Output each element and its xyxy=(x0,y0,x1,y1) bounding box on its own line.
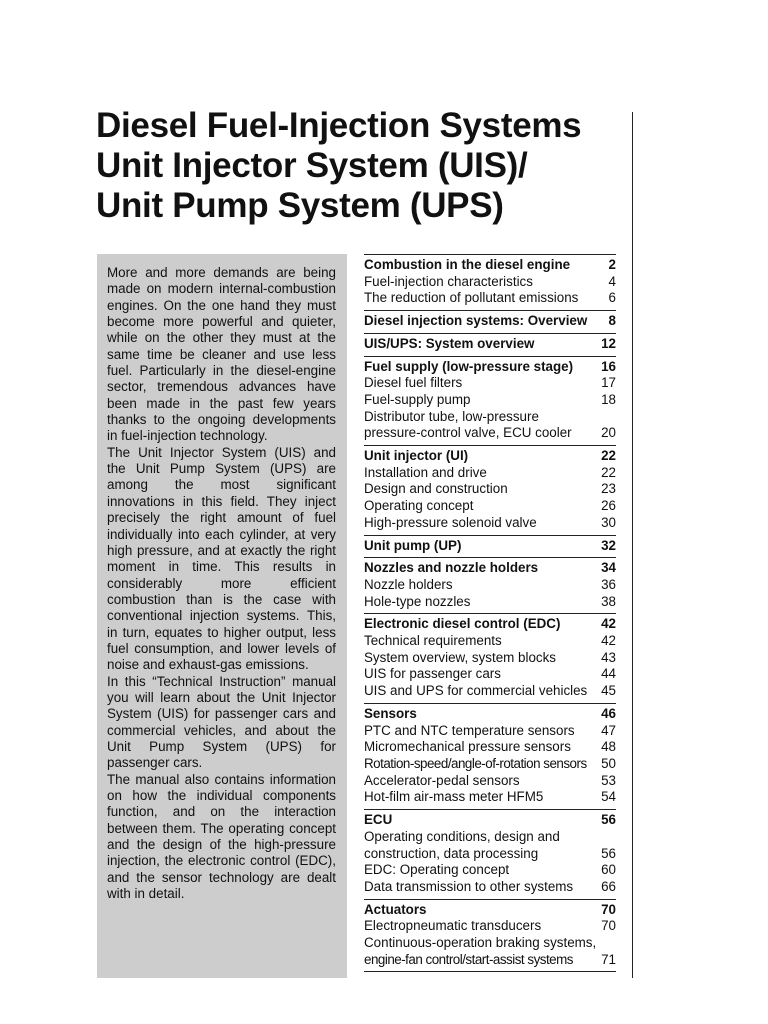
introduction-text xyxy=(107,265,336,902)
toc-page-number: 6 xyxy=(608,290,616,306)
toc-section-heading[interactable] xyxy=(364,257,616,274)
toc-entry[interactable] xyxy=(364,577,616,594)
toc-entry-label: Data transmission to other systems xyxy=(364,878,574,894)
toc-entry-label: EDC: Operating concept xyxy=(364,862,510,878)
toc-entry[interactable] xyxy=(364,481,616,498)
toc-page-number: 48 xyxy=(601,739,616,755)
toc-page-number: 44 xyxy=(601,666,616,682)
toc-section-heading[interactable] xyxy=(364,560,616,577)
toc-section xyxy=(364,703,616,809)
toc-entry[interactable] xyxy=(364,952,616,969)
toc-entry[interactable] xyxy=(364,392,616,409)
toc-section xyxy=(364,899,616,973)
toc-page-number: 45 xyxy=(601,683,616,699)
toc-page-number: 54 xyxy=(601,789,616,805)
toc-entry[interactable] xyxy=(364,723,616,740)
toc-section xyxy=(364,356,616,446)
toc-entry-label: Electronic diesel control (EDC) xyxy=(364,616,561,632)
toc-entry[interactable] xyxy=(364,498,616,515)
toc-page-number: 36 xyxy=(601,576,616,592)
toc-page-number: 20 xyxy=(601,425,616,441)
toc-page-number: 47 xyxy=(601,722,616,738)
toc-entry-label: System overview, system blocks xyxy=(364,649,556,665)
toc-entry-label: High-pressure solenoid valve xyxy=(364,514,537,530)
toc-entry-label: Unit injector (UI) xyxy=(364,448,469,464)
toc-entry-label: Electropneumatic transducers xyxy=(364,918,542,934)
toc-section-heading[interactable] xyxy=(364,448,616,465)
toc-page-number: 42 xyxy=(601,633,616,649)
toc-entry-label: Operating concept xyxy=(364,498,474,514)
toc-page-number: 23 xyxy=(601,481,616,497)
toc-page-number: 22 xyxy=(601,448,616,464)
toc-page-number: 66 xyxy=(601,878,616,894)
title-line: Unit Pump System (UPS) xyxy=(96,186,504,225)
toc-entry[interactable] xyxy=(364,633,616,650)
toc-entry-label: UIS/UPS: System overview xyxy=(364,335,535,351)
toc-entry-label: Continuous-operation braking systems, xyxy=(364,935,597,951)
toc-entry-label: Diesel fuel filters xyxy=(364,375,463,391)
toc-page-number: 30 xyxy=(601,514,616,530)
toc-entry-label: Technical requirements xyxy=(364,633,502,649)
toc-entry-label: Hole-type nozzles xyxy=(364,593,471,609)
toc-entry[interactable] xyxy=(364,862,616,879)
toc-entry[interactable] xyxy=(364,846,616,863)
toc-page-number: 22 xyxy=(601,464,616,480)
toc-entry[interactable] xyxy=(364,918,616,935)
toc-section xyxy=(364,254,616,310)
toc-entry[interactable] xyxy=(364,274,616,291)
toc-entry-label: Design and construction xyxy=(364,481,508,497)
toc-page-number: 26 xyxy=(601,498,616,514)
intro-paragraph: The manual also contains information on how the individual components function, and on the interaction between them. The operating concept and the design of the high-pressure injection, the electronic control (EDC), and the sensor technology are dealt with in detail. xyxy=(107,771,336,902)
toc-section xyxy=(364,333,616,356)
title-line: Diesel Fuel-Injection Systems xyxy=(96,106,582,145)
toc-entry-label: ECU xyxy=(364,812,393,828)
toc-entry-label: Diesel injection systems: Overview xyxy=(364,313,588,329)
toc-entry[interactable] xyxy=(364,594,616,611)
toc-section xyxy=(364,445,616,535)
toc-entry-label: Rotation-speed/angle-of-rotation sensors xyxy=(364,755,587,771)
toc-entry-label: construction, data processing xyxy=(364,845,539,861)
toc-section xyxy=(364,557,616,613)
toc-page-number: 43 xyxy=(601,649,616,665)
toc-entry-label: pressure-control valve, ECU cooler xyxy=(364,425,572,441)
toc-entry[interactable] xyxy=(364,789,616,806)
toc-entry-label: UIS and UPS for commercial vehicles xyxy=(364,683,588,699)
toc-entry-label: engine-fan control/start-assist systems xyxy=(364,951,573,967)
toc-page-number: 50 xyxy=(601,755,616,771)
toc-section-heading[interactable] xyxy=(364,902,616,919)
intro-paragraph: More and more demands are being made on modern internal-combustion engines. On the one hand they must become more powerful and quieter, while on the other they must at the same time be cleaner and use less fuel. Particularly in the diesel-engine sector, tremendous advances have been made in the past few years thanks to the ongoing developments in fuel-injection technology. xyxy=(107,265,336,444)
toc-entry[interactable] xyxy=(364,773,616,790)
toc-page-number: 4 xyxy=(608,273,616,289)
toc-entry[interactable] xyxy=(364,829,616,846)
toc-section-heading[interactable] xyxy=(364,706,616,723)
toc-entry[interactable] xyxy=(364,425,616,442)
toc-page-number: 56 xyxy=(601,812,616,828)
toc-entry-label: Actuators xyxy=(364,901,427,917)
toc-entry-label: Distributor tube, low-pressure xyxy=(364,408,539,424)
toc-entry-label: Installation and drive xyxy=(364,464,487,480)
toc-section-heading[interactable] xyxy=(364,538,616,555)
toc-section xyxy=(364,613,616,703)
toc-page-number: 71 xyxy=(601,951,616,967)
toc-entry-label: Unit pump (UP) xyxy=(364,537,462,553)
toc-section xyxy=(364,310,616,333)
toc-entry-label: Sensors xyxy=(364,705,417,721)
toc-page-number: 42 xyxy=(601,616,616,632)
toc-entry-label: Fuel supply (low-pressure stage) xyxy=(364,358,574,374)
toc-entry-label: Fuel-injection characteristics xyxy=(364,273,533,289)
toc-entry[interactable] xyxy=(364,666,616,683)
toc-section-heading[interactable] xyxy=(364,313,616,330)
toc-entry-label: UIS for passenger cars xyxy=(364,666,501,682)
toc-entry[interactable] xyxy=(364,935,616,952)
toc-entry[interactable] xyxy=(364,375,616,392)
page-title xyxy=(96,106,626,226)
toc-entry[interactable] xyxy=(364,650,616,667)
toc-page-number: 53 xyxy=(601,772,616,788)
toc-section-heading[interactable] xyxy=(364,616,616,633)
toc-entry[interactable] xyxy=(364,409,616,426)
toc-entry-label: Nozzles and nozzle holders xyxy=(364,560,539,576)
intro-paragraph: The Unit Injector System (UIS) and the Unit Pump System (UPS) are among the most significant innovations in this field. They inject precisely the right amount of fuel individually into each cylinder, at very high pressure, and at exactly the right moment in time. This results in considerably more efficient combustion than is the case with conventional injection systems. This, in turn, equates to higher output, less fuel consumption, and lower levels of noise and exhaust-gas emissions. xyxy=(107,444,336,673)
introduction-panel xyxy=(97,254,347,978)
toc-section-heading[interactable] xyxy=(364,812,616,829)
toc-entry-label: Fuel-supply pump xyxy=(364,391,471,407)
toc-page-number: 60 xyxy=(601,862,616,878)
toc-page-number: 17 xyxy=(601,375,616,391)
toc-entry[interactable] xyxy=(364,683,616,700)
toc-page-number: 2 xyxy=(608,257,616,272)
toc-entry-label: Hot-film air-mass meter HFM5 xyxy=(364,789,544,805)
toc-section xyxy=(364,809,616,899)
toc-page-number: 18 xyxy=(601,391,616,407)
toc-entry-label: Nozzle holders xyxy=(364,576,453,592)
toc-entry[interactable] xyxy=(364,756,616,773)
title-line: Unit Injector System (UIS)/ xyxy=(96,146,528,185)
table-of-contents xyxy=(364,254,616,972)
toc-entry[interactable] xyxy=(364,290,616,307)
toc-entry[interactable] xyxy=(364,515,616,532)
toc-section-heading[interactable] xyxy=(364,359,616,376)
toc-page-number: 16 xyxy=(601,358,616,374)
column-divider-line xyxy=(632,112,633,978)
toc-page-number: 12 xyxy=(601,335,616,351)
toc-entry[interactable] xyxy=(364,879,616,896)
toc-entry-label: The reduction of pollutant emissions xyxy=(364,290,579,306)
toc-section-heading[interactable] xyxy=(364,336,616,353)
toc-page-number: 34 xyxy=(601,560,616,576)
toc-page-number: 56 xyxy=(601,845,616,861)
toc-entry-label: Combustion in the diesel engine xyxy=(364,257,571,272)
toc-entry[interactable] xyxy=(364,739,616,756)
toc-entry-label: Accelerator-pedal sensors xyxy=(364,772,520,788)
toc-entry-label: Micromechanical pressure sensors xyxy=(364,739,571,755)
toc-entry[interactable] xyxy=(364,465,616,482)
toc-page-number: 38 xyxy=(601,593,616,609)
toc-page-number: 70 xyxy=(601,901,616,917)
toc-page-number: 32 xyxy=(601,537,616,553)
toc-page-number: 8 xyxy=(608,313,616,329)
toc-section xyxy=(364,535,616,558)
toc-entry-label: PTC and NTC temperature sensors xyxy=(364,722,575,738)
toc-page-number: 46 xyxy=(601,705,616,721)
toc-page-number: 70 xyxy=(601,918,616,934)
intro-paragraph: In this “Technical Instruction” manual you will learn about the Unit Injector System (UIS) for passenger cars and commercial vehicles, and about the Unit Pump System (UPS) for passenger cars. xyxy=(107,673,336,771)
toc-entry-label: Operating conditions, design and xyxy=(364,828,560,844)
